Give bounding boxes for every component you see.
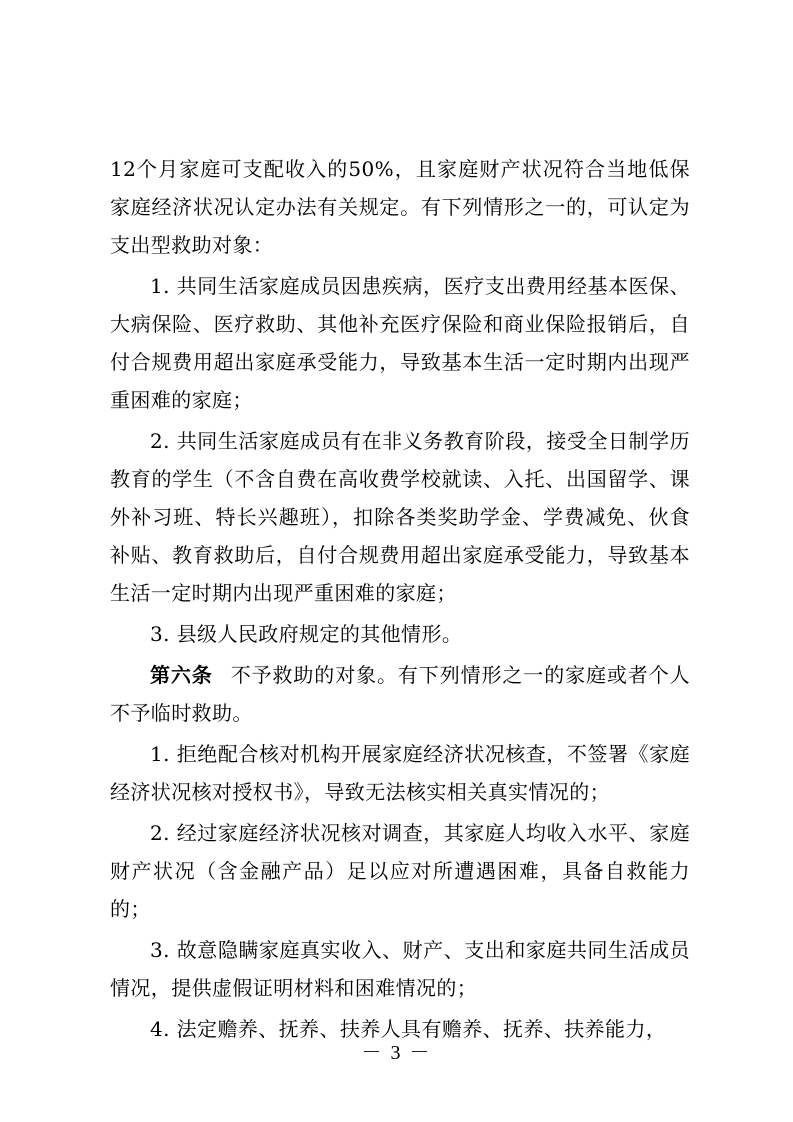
document-body [110, 150, 690, 1051]
page-number: － 3 － [361, 1042, 432, 1064]
article-six-text: 不予救助的对象。有下列情形之一的家庭或者个人不予临时救助。 [110, 663, 690, 725]
exclusion-item-1: 1. 拒绝配合核对机构开展家庭经济状况核查，不签署《家庭经济状况核对授权书》，导致无法核实相关真实情况的； [110, 742, 690, 804]
paragraph-item-3: 3. 县级人民政府规定的其他情形。 [150, 622, 463, 646]
paragraph-continuation: 12个月家庭可支配收入的50%，且家庭财产状况符合当地低保家庭经济状况认定办法有关规定。有下列情形之一的，可认定为支出型救助对象： [110, 157, 690, 257]
article-six-heading: 第六条 [150, 663, 213, 687]
article-six-paragraph [110, 656, 690, 732]
exclusion-item-2: 2. 经过家庭经济状况核对调查，其家庭人均收入水平、家庭财产状况（含金融产品）足以应对所遭遇困难，具备自救能力的； [110, 821, 690, 921]
paragraph-item-2: 2. 共同生活家庭成员有在非义务教育阶段，接受全日制学历教育的学生（不含自费在高收费学校就读、入托、出国留学、课外补习班、特长兴趣班），扣除各类奖助学金、学费减免、伙食补贴、教育救助后，自付合规费用超出家庭承受能力，导致基本生活一定时期内出现严重困难的家庭； [110, 429, 690, 605]
exclusion-item-4: 4. 法定赡养、抚养、扶养人具有赡养、抚养、扶养能力， [150, 1017, 667, 1041]
paragraph-item-1: 1. 共同生活家庭成员因患疾病，医疗支出费用经基本医保、大病保险、医疗救助、其他补充医疗保险和商业保险报销后，自付合规费用超出家庭承受能力，导致基本生活一定时期内出现严重困难的家庭； [110, 274, 690, 412]
exclusion-item-3: 3. 故意隐瞒家庭真实收入、财产、支出和家庭共同生活成员情况，提供虚假证明材料和困难情况的； [110, 938, 690, 1000]
